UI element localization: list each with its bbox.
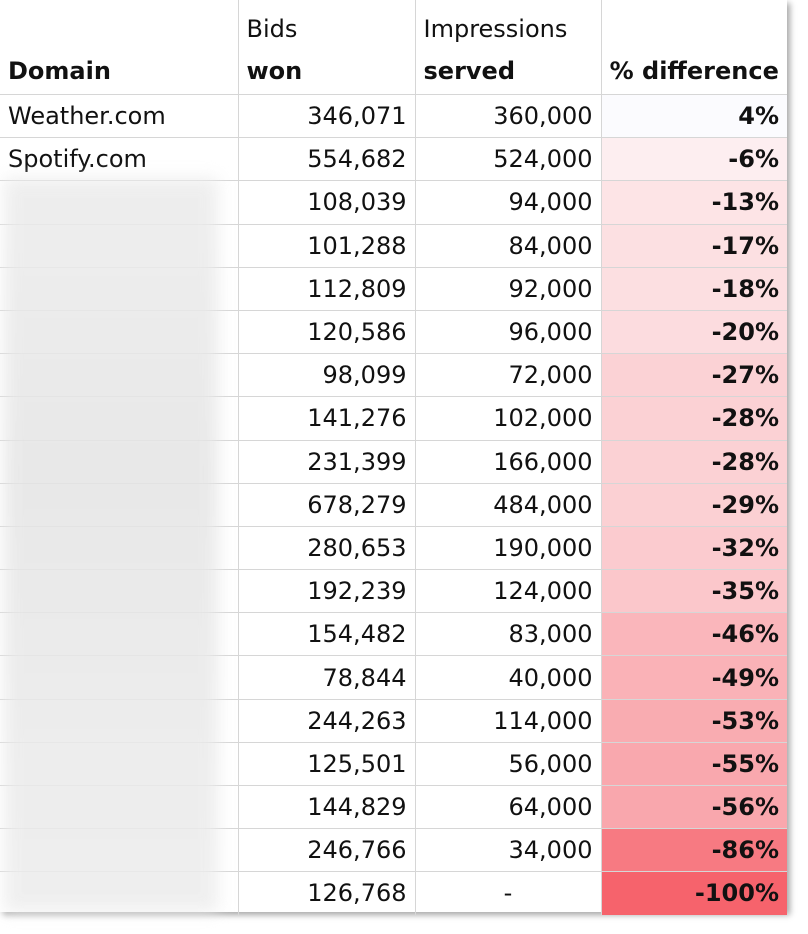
cell-pct-difference[interactable]: -6%	[601, 138, 787, 181]
cell-pct-difference[interactable]: -20%	[601, 310, 787, 353]
cell-pct-difference[interactable]: -49%	[601, 656, 787, 699]
cell-pct-difference[interactable]: -55%	[601, 742, 787, 785]
cell-pct-difference[interactable]: -100%	[601, 872, 787, 915]
cell-pct-difference[interactable]: -35%	[601, 570, 787, 613]
cell-impressions-served[interactable]: 484,000	[415, 483, 601, 526]
cell-impressions-served[interactable]: 83,000	[415, 613, 601, 656]
header-domain[interactable]	[0, 0, 238, 95]
cell-impressions-served[interactable]: 114,000	[415, 699, 601, 742]
cell-bids-won[interactable]: 192,239	[238, 570, 415, 613]
cell-pct-difference[interactable]: -28%	[601, 440, 787, 483]
cell-bids-won[interactable]: 246,766	[238, 829, 415, 872]
header-bids-won[interactable]	[238, 0, 415, 95]
cell-bids-won[interactable]: 154,482	[238, 613, 415, 656]
cell-bids-won[interactable]: 78,844	[238, 656, 415, 699]
cell-bids-won[interactable]: 554,682	[238, 138, 415, 181]
cell-bids-won[interactable]: 280,653	[238, 526, 415, 569]
cell-impressions-served[interactable]: 102,000	[415, 397, 601, 440]
cell-pct-difference[interactable]: -29%	[601, 483, 787, 526]
header-pct-label: % difference	[609, 57, 779, 85]
header-impressions-line2: served	[423, 57, 515, 85]
cell-bids-won[interactable]: 141,276	[238, 397, 415, 440]
cell-pct-difference[interactable]: -17%	[601, 224, 787, 267]
cell-impressions-served[interactable]: 92,000	[415, 267, 601, 310]
cell-pct-difference[interactable]: -27%	[601, 354, 787, 397]
cell-pct-difference[interactable]: -28%	[601, 397, 787, 440]
cell-bids-won[interactable]: 98,099	[238, 354, 415, 397]
cell-impressions-served[interactable]: 124,000	[415, 570, 601, 613]
cell-domain[interactable]: Spotify.com	[0, 138, 238, 181]
cell-bids-won[interactable]: 101,288	[238, 224, 415, 267]
cell-pct-difference[interactable]: -18%	[601, 267, 787, 310]
cell-bids-won[interactable]: 678,279	[238, 483, 415, 526]
cell-impressions-served[interactable]: 72,000	[415, 354, 601, 397]
header-bids-line2: won	[246, 57, 303, 85]
cell-impressions-served[interactable]: 360,000	[415, 95, 601, 138]
cell-pct-difference[interactable]: -46%	[601, 613, 787, 656]
table-row[interactable]	[0, 138, 787, 181]
cell-impressions-served[interactable]: 524,000	[415, 138, 601, 181]
cell-bids-won[interactable]: 125,501	[238, 742, 415, 785]
cell-impressions-served[interactable]: 84,000	[415, 224, 601, 267]
cell-impressions-served[interactable]: 94,000	[415, 181, 601, 224]
cell-impressions-served[interactable]: 96,000	[415, 310, 601, 353]
header-row	[0, 0, 787, 95]
redacted-domains-blur	[4, 178, 218, 912]
cell-bids-won[interactable]: 346,071	[238, 95, 415, 138]
cell-bids-won[interactable]: 120,586	[238, 310, 415, 353]
header-domain-label: Domain	[8, 57, 111, 85]
cell-impressions-served[interactable]: 40,000	[415, 656, 601, 699]
cell-impressions-served[interactable]: 34,000	[415, 829, 601, 872]
cell-bids-won[interactable]: 231,399	[238, 440, 415, 483]
cell-bids-won[interactable]: 144,829	[238, 786, 415, 829]
cell-bids-won[interactable]: 126,768	[238, 872, 415, 915]
cell-pct-difference[interactable]: -32%	[601, 526, 787, 569]
cell-impressions-served[interactable]: 190,000	[415, 526, 601, 569]
cell-pct-difference[interactable]: -13%	[601, 181, 787, 224]
cell-pct-difference[interactable]: 4%	[601, 95, 787, 138]
cell-impressions-served[interactable]: 64,000	[415, 786, 601, 829]
cell-impressions-served[interactable]: 166,000	[415, 440, 601, 483]
header-pct-difference[interactable]	[601, 0, 787, 95]
table-row[interactable]	[0, 95, 787, 138]
cell-pct-difference[interactable]: -53%	[601, 699, 787, 742]
cell-domain[interactable]: Weather.com	[0, 95, 238, 138]
cell-pct-difference[interactable]: -56%	[601, 786, 787, 829]
cell-impressions-served[interactable]: 56,000	[415, 742, 601, 785]
header-impressions-line1: Impressions	[423, 15, 568, 43]
table-header	[0, 0, 787, 95]
cell-bids-won[interactable]: 108,039	[238, 181, 415, 224]
header-impressions-served[interactable]	[415, 0, 601, 95]
cell-pct-difference[interactable]: -86%	[601, 829, 787, 872]
cell-bids-won[interactable]: 112,809	[238, 267, 415, 310]
cell-bids-won[interactable]: 244,263	[238, 699, 415, 742]
header-bids-line1: Bids	[246, 15, 298, 43]
cell-impressions-served[interactable]: -	[415, 872, 601, 915]
